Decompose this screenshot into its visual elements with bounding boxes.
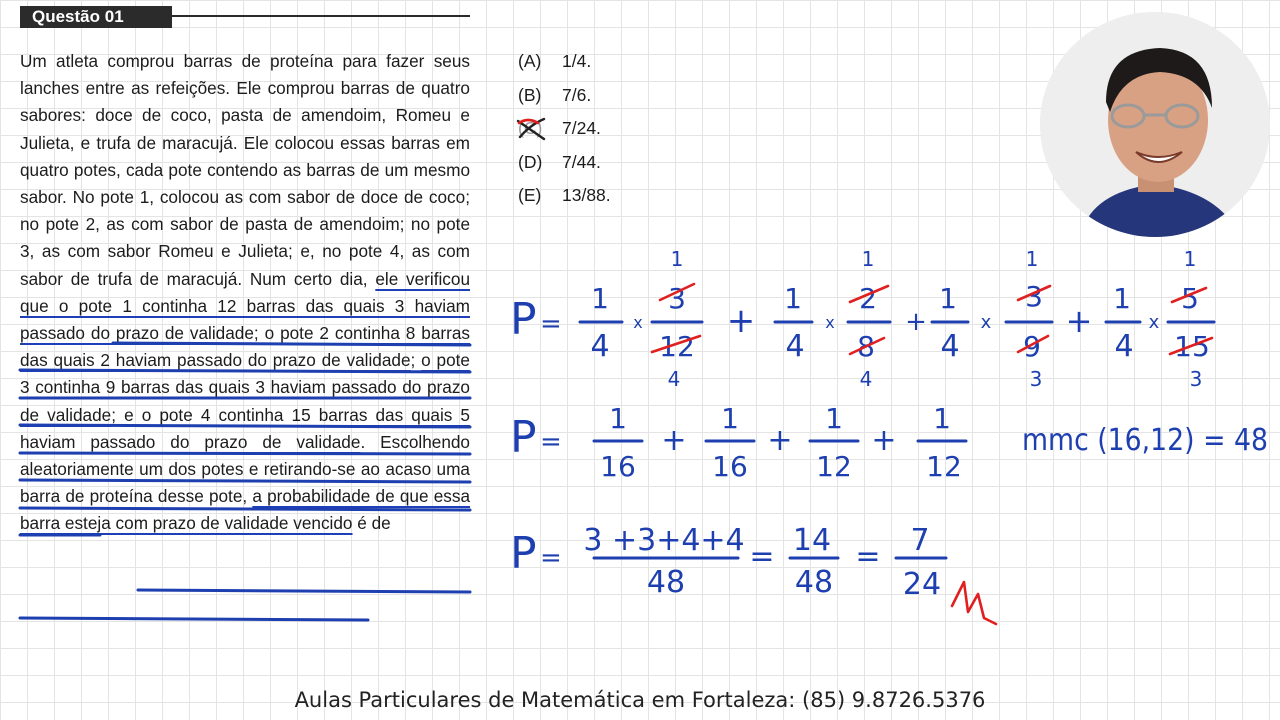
times-sign: x xyxy=(980,312,992,333)
underline-stroke xyxy=(138,590,470,592)
fraction-num: 2 xyxy=(859,282,877,315)
plus-sign: + xyxy=(905,307,927,337)
p-symbol: P xyxy=(510,294,537,345)
question-underlines xyxy=(20,343,470,620)
fraction-num: 5 xyxy=(1181,282,1199,315)
option-value: 7/24. xyxy=(562,118,601,138)
underline-pot-2: o pote 2 continha 8 barras das quais 2 haviam passado do prazo de validade xyxy=(20,323,470,371)
fraction-num: 1 xyxy=(591,282,609,315)
equals-sign: = xyxy=(540,309,562,339)
underline-stroke xyxy=(20,453,470,454)
text-part-1: Um atleta comprou barras de proteína para fazer seus lanches entre as refeições. Ele comprou barras de quatro sabores: doce de coco, pasta de amendoim, Romeu e Julieta, e trufa de maracujá. Ele colocou essas barras em quatro potes, cada pote contendo as barras de um mesmo sabor. No pote 1, colocou as com sabor de doce de coco; no pote 2, as com sabor de pasta de amendoim; no pote 3, as com sabor Romeu e Julieta; e, no pote 4, as com sabor de trufa de maracujá. Num certo dia, xyxy=(20,51,470,289)
simplified-den: 4 xyxy=(667,367,681,391)
option-value: 13/88. xyxy=(562,185,611,205)
underline-probability: a probabilidade de que essa barra esteja com prazo de validade vencido xyxy=(20,486,471,534)
times-sign: x xyxy=(825,313,835,332)
presenter-webcam xyxy=(1040,12,1270,237)
presenter-avatar xyxy=(1040,12,1270,237)
option-value: 1/4. xyxy=(562,51,592,71)
option-label: (D) xyxy=(518,151,543,172)
equation-line-3 xyxy=(510,523,996,624)
underline-stroke xyxy=(20,480,470,482)
option-value: 7/6. xyxy=(562,84,592,105)
fraction-num: 14 xyxy=(792,523,832,558)
fraction-num: 1 xyxy=(1113,282,1131,315)
equals-sign: = xyxy=(540,427,562,457)
equation-line-2 xyxy=(510,402,1268,483)
equation-line-1 xyxy=(510,247,1214,391)
fraction-den: 4 xyxy=(785,329,805,364)
underline-pot-1: ele verificou que o pote 1 continha 12 barras das quais 3 haviam passado do prazo de validade xyxy=(20,268,470,344)
simplified-den: 3 xyxy=(1029,367,1043,391)
equals-sign: = xyxy=(749,539,775,574)
option-label: (E) xyxy=(518,185,542,205)
underline-pot-4: e o pote 4 continha 15 barras das quais 5 haviam passado do prazo de validade xyxy=(20,404,470,452)
equals-sign: = xyxy=(540,543,562,573)
fraction-den: 16 xyxy=(712,450,748,483)
fraction-den: 12 xyxy=(926,450,962,483)
fraction-den: 48 xyxy=(794,565,834,600)
fraction-num: 1 xyxy=(721,402,739,435)
plus-sign: + xyxy=(726,301,756,341)
question-title: Questão 01 xyxy=(20,6,172,28)
option-label: (B) xyxy=(518,84,542,105)
simplified-den: 4 xyxy=(859,367,873,391)
fraction-num: 3 xyxy=(1025,280,1043,313)
fraction-den: 4 xyxy=(940,329,960,364)
fraction-num: 1 xyxy=(939,282,957,315)
fraction-den: 9 xyxy=(1023,330,1041,363)
fraction-den: 24 xyxy=(902,567,942,602)
fraction-num: 1 xyxy=(933,402,951,435)
times-sign: x xyxy=(1148,312,1160,333)
fraction-den: 4 xyxy=(1114,329,1134,364)
fraction-num: 1 xyxy=(784,282,802,315)
p-symbol: P xyxy=(510,412,537,463)
fraction-den: 48 xyxy=(646,565,686,600)
option-label-text: (C) xyxy=(518,118,543,138)
option-label: (A) xyxy=(518,51,542,71)
separator: ; xyxy=(111,404,125,425)
times-sign: x xyxy=(633,313,643,332)
text-part-2: . Escolhendo aleatoriamente um dos potes e retirando-se ao acaso uma barra de proteína desse pote, xyxy=(20,431,470,507)
separator: ; xyxy=(253,323,265,344)
underline-stroke xyxy=(113,343,470,345)
underline-pot-3: o pote 3 continha 9 barras das quais 3 haviam passado do prazo de validade xyxy=(20,350,470,425)
underline-stroke xyxy=(20,508,470,510)
plus-sign: + xyxy=(1065,302,1093,340)
option-value: 7/44. xyxy=(562,151,601,172)
answer-check-icon xyxy=(952,582,996,624)
mmc-note: mmc (16,12) = 48 xyxy=(1022,423,1268,458)
underline-stroke xyxy=(20,618,368,620)
plus-sign: + xyxy=(871,423,897,458)
fraction-num: 1 xyxy=(609,402,627,435)
p-symbol: P xyxy=(510,528,537,579)
underline-stroke xyxy=(20,370,470,372)
footer-contact: Aulas Particulares de Matemática em Fortaleza: (85) 9.8726.5376 xyxy=(294,688,986,712)
fraction-den: 15 xyxy=(1174,330,1210,363)
fraction-den: 8 xyxy=(857,330,875,363)
simplified-den: 3 xyxy=(1189,367,1203,391)
fraction-num: 3 +3+4+4 xyxy=(583,523,745,558)
underline-stroke xyxy=(20,425,470,427)
separator: ; xyxy=(410,350,422,371)
text-part-3: é de xyxy=(352,513,391,534)
simplified-num: 1 xyxy=(670,247,684,271)
plus-sign: + xyxy=(767,423,793,458)
simplified-num: 1 xyxy=(1025,247,1039,271)
simplified-num: 1 xyxy=(861,247,875,271)
plus-sign: + xyxy=(661,423,687,458)
fraction-num: 3 xyxy=(668,282,686,315)
fraction-den: 4 xyxy=(590,329,610,364)
equals-sign: = xyxy=(855,539,881,574)
fraction-den: 16 xyxy=(600,450,636,483)
fraction-num: 1 xyxy=(825,402,843,435)
simplified-num: 1 xyxy=(1183,247,1197,271)
fraction-den: 12 xyxy=(659,330,695,363)
fraction-den: 12 xyxy=(816,450,852,483)
fraction-num: 7 xyxy=(910,523,930,558)
